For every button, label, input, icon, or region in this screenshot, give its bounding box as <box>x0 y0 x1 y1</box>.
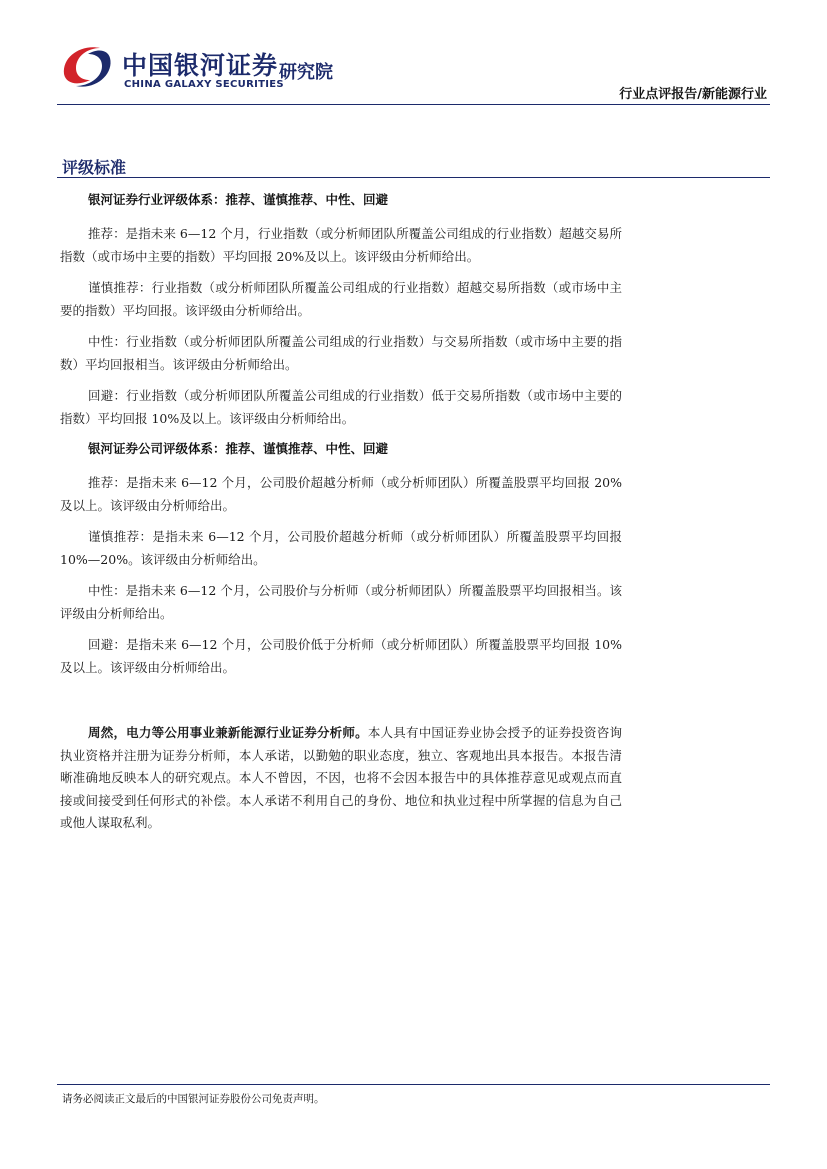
analyst-statement-lead: 周然，电力等公用事业兼新能源行业证券分析师。 <box>88 725 368 740</box>
spacer <box>60 688 622 722</box>
industry-rating-neutral: 中性：行业指数（或分析师团队所覆盖公司组成的行业指数）与交易所指数（或市场中主要的指数）平均回报相当。该评级由分析师给出。 <box>60 334 622 372</box>
footer-divider <box>57 1084 770 1085</box>
brand-name-en: CHINA GALAXY SECURITIES <box>124 79 284 90</box>
industry-rating-heading: 银河证券行业评级体系：推荐、谨慎推荐、中性、回避 <box>88 192 389 207</box>
page-header <box>0 0 827 112</box>
rating-content <box>60 190 622 844</box>
company-rating-neutral: 中性：是指未来 6—12 个月，公司股价与分析师（或分析师团队）所覆盖股票平均回报相当。该评级由分析师给出。 <box>60 583 622 621</box>
analyst-statement <box>60 722 622 835</box>
company-rating-recommend: 推荐：是指未来 6—12 个月，公司股价超越分析师（或分析师团队）所覆盖股票平均回报 20%及以上。该评级由分析师给出。 <box>60 475 622 513</box>
company-rating-cautious: 谨慎推荐：是指未来 6—12 个月，公司股价超越分析师（或分析师团队）所覆盖股票平均回报 10%—20%。该评级由分析师给出。 <box>60 529 622 567</box>
company-rating-heading: 银河证券公司评级体系：推荐、谨慎推荐、中性、回避 <box>88 441 389 456</box>
institute-label: 研究院 <box>279 62 333 83</box>
industry-rating-cautious: 谨慎推荐：行业指数（或分析师团队所覆盖公司组成的行业指数）超越交易所指数（或市场中主要的指数）平均回报。该评级由分析师给出。 <box>60 280 622 318</box>
header-divider <box>57 104 770 105</box>
industry-rating-recommend: 推荐：是指未来 6—12 个月，行业指数（或分析师团队所覆盖公司组成的行业指数）超越交易所指数（或市场中主要的指数）平均回报 20%及以上。该评级由分析师给出。 <box>60 226 622 264</box>
company-rating-avoid: 回避：是指未来 6—12 个月，公司股价低于分析师（或分析师团队）所覆盖股票平均回报 10%及以上。该评级由分析师给出。 <box>60 637 622 675</box>
section-title: 评级标准 <box>62 158 127 177</box>
galaxy-logo-icon <box>58 40 116 92</box>
industry-rating-avoid: 回避：行业指数（或分析师团队所覆盖公司组成的行业指数）低于交易所指数（或市场中主要的指数）平均回报 10%及以上。该评级由分析师给出。 <box>60 388 622 426</box>
footer-disclaimer-note: 请务必阅读正文最后的中国银河证券股份公司免责声明。 <box>62 1093 325 1105</box>
report-type: 行业点评报告/新能源行业 <box>619 87 767 102</box>
section-divider <box>57 177 770 178</box>
analyst-statement-body: 本人具有中国证券业协会授予的证券投资咨询执业资格并注册为证券分析师，本人承诺，以勤勉的职业态度，独立、客观地出具本报告。本报告清晰准确地反映本人的研究观点。本人不曾因，不因，也将不会因本报告中的具体推荐意见或观点而直接或间接受到任何形式的补偿。本人承诺不利用自己的身份、地位和执业过程中所掌握的信息为自己或他人谋取私利。 <box>60 725 622 830</box>
brand-name-cn: 中国银河证券 <box>122 51 279 80</box>
